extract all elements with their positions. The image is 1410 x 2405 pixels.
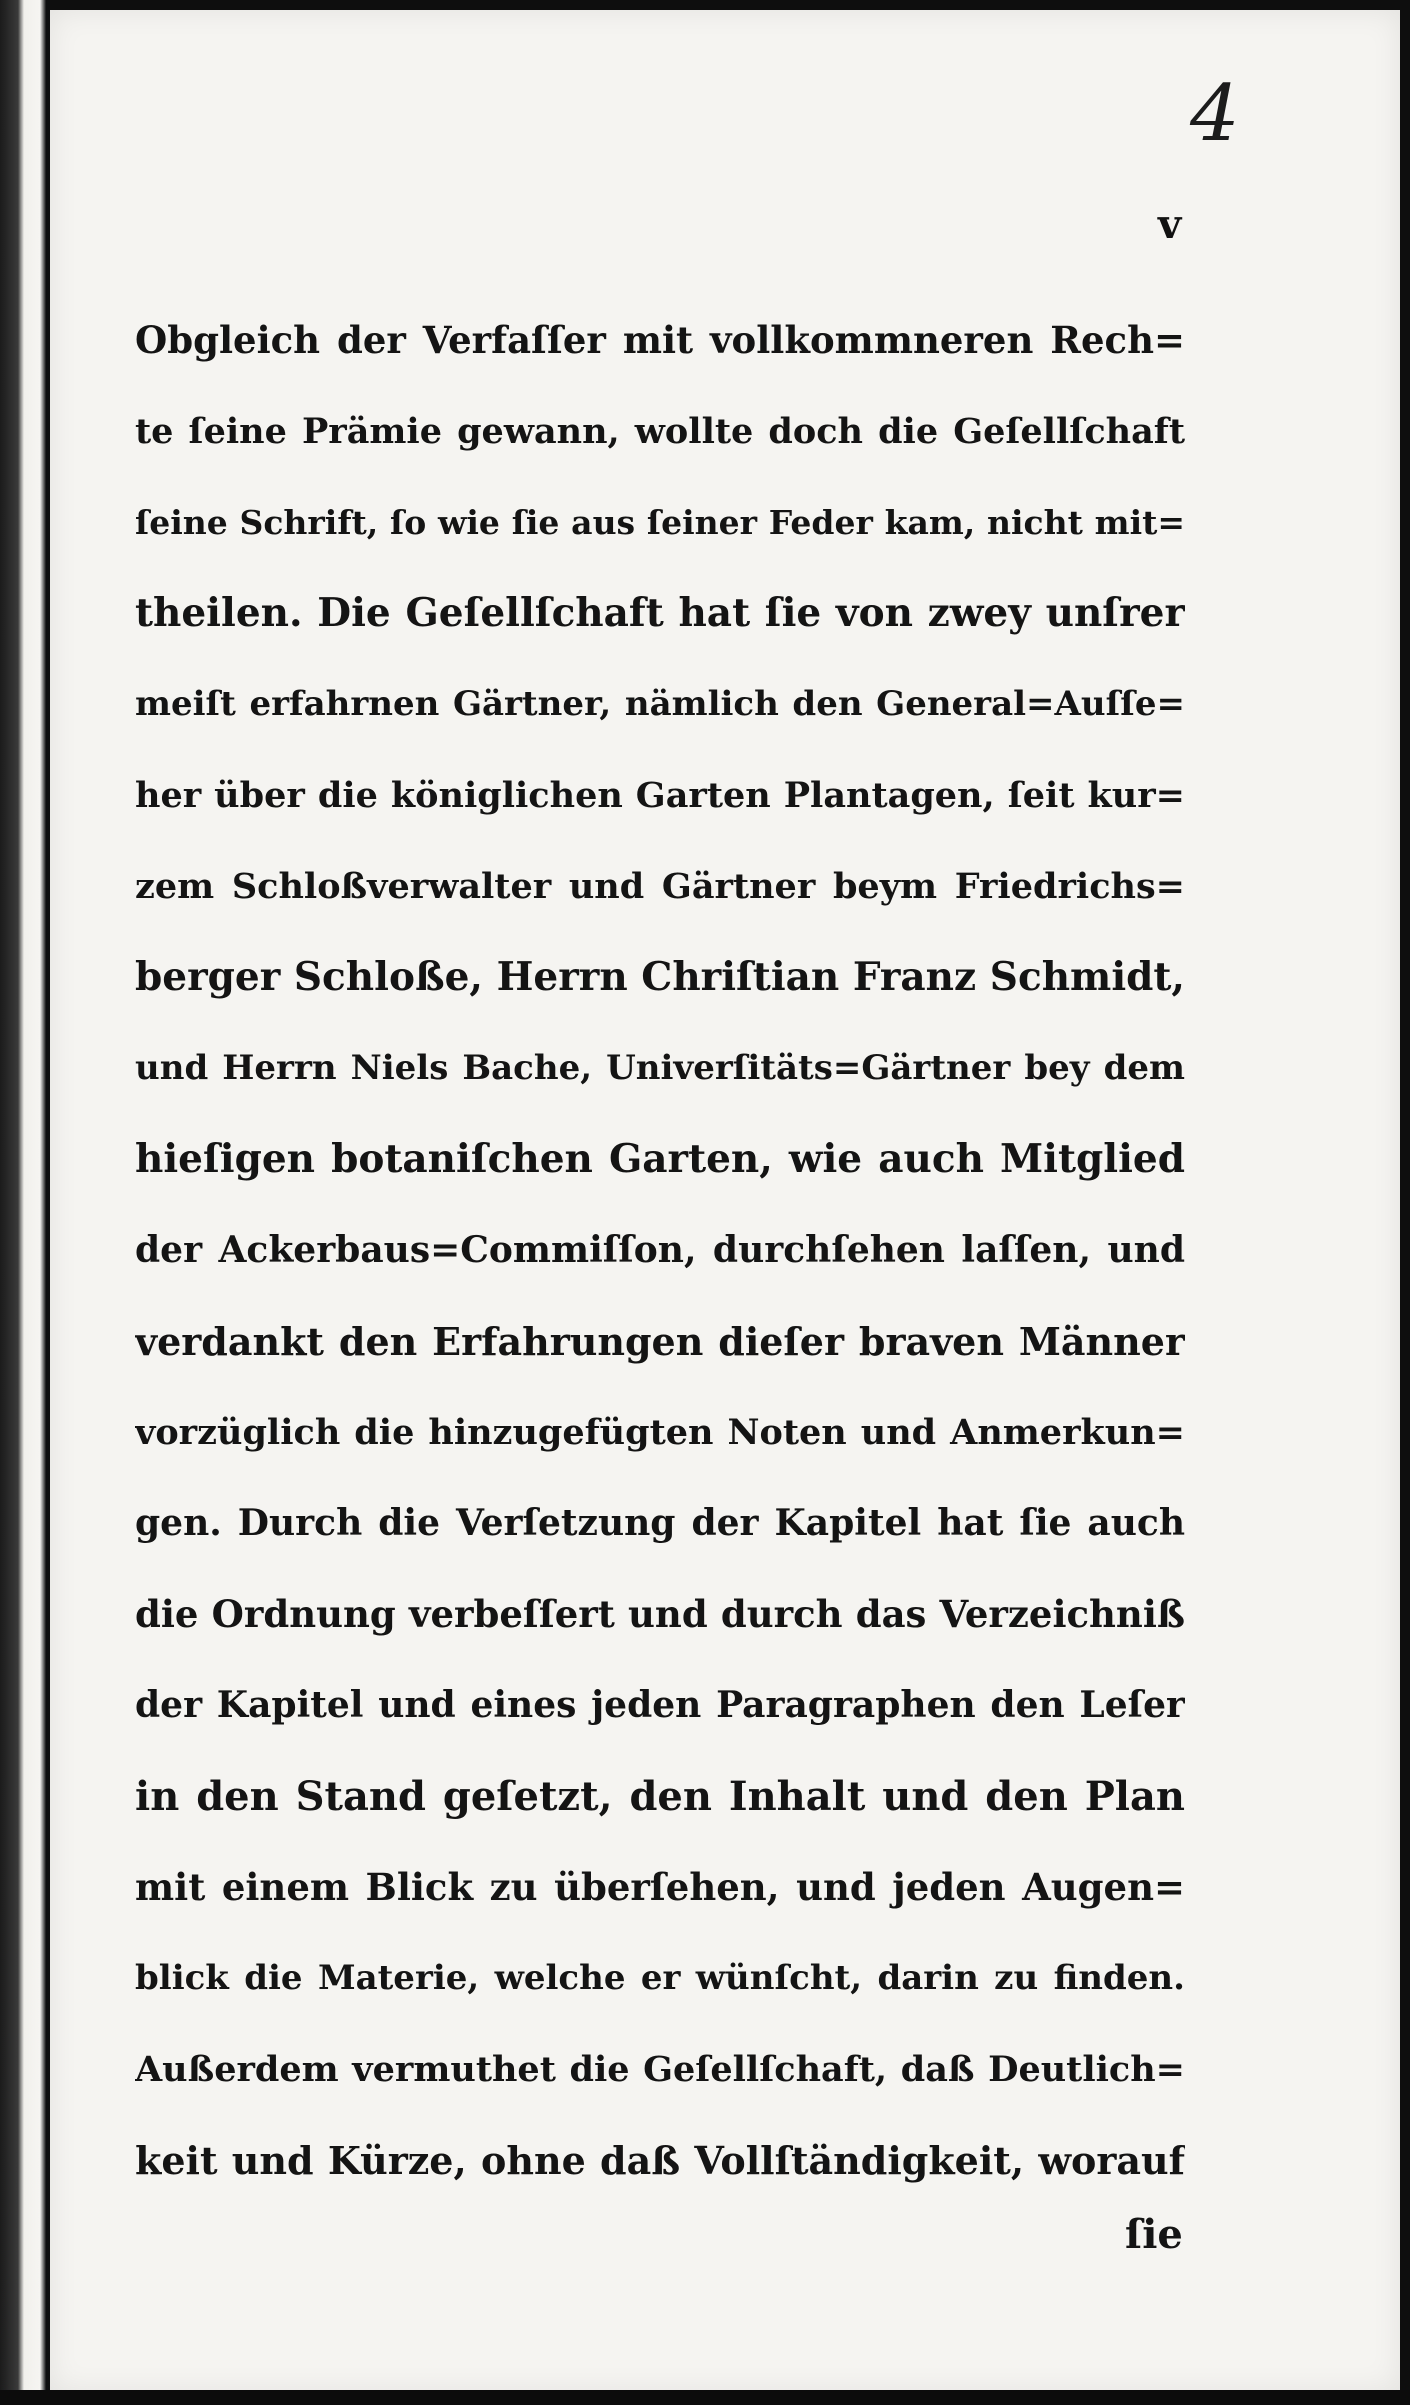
text-line: gen. Durch die Verſetzung der Kapitel hat ſie auch [135,1502,1185,1544]
text-line: die Ordnung verbeſſert und durch das Verzeichniß [135,1592,1185,1636]
body-text [135,295,1185,2206]
signature-mark: v [1158,201,1182,248]
text-line: in den Stand geſetzt, den Inhalt und den Plan [135,1773,1185,1820]
text-line: zem Schloßverwalter und Gärtner beym Friedrichs= [135,866,1185,907]
text-line: berger Schloße, Herrn Chriſtian Franz Schmidt, [135,954,1185,1000]
handwritten-folio-number: 4 [1190,69,1240,159]
scan-bottom-edge [0,2390,1410,2405]
text-line: Obgleich der Verfaſſer mit vollkommneren Rech= [135,318,1185,362]
text-line: vorzüglich die hinzugefügten Noten und Anmerkun= [135,1412,1185,1453]
text-line: te ſeine Prämie gewann, wollte doch die Geſellſchaft [135,411,1185,452]
text-line: ſeine Schrift, ſo wie ſie aus ſeiner Feder kam, nicht mit= [135,503,1185,542]
text-line: keit und Kürze, ohne daß Vollſtändigkeit, worauf [135,2138,1185,2183]
facing-page-edge [0,0,46,2405]
text-line: theilen. Die Geſellſchaft hat ſie von zwey unſrer [135,590,1185,636]
catchword: ſie [1125,2211,1183,2258]
text-line: her über die königlichen Garten Plantagen, ſeit kur= [135,775,1185,816]
text-line: und Herrn Niels Bache, Univerſitäts=Gärtner bey dem [135,1048,1185,1088]
text-line: meiſt erfahrnen Gärtner, nämlich den General=Auſſe= [135,684,1185,724]
text-line: verdankt den Erfahrungen dieſer braven Männer [135,1319,1185,1364]
text-line: mit einem Blick zu überſehen, und jeden Augen= [135,1865,1185,1909]
text-line: hieſigen botaniſchen Garten, wie auch Mitglied [135,1136,1185,1182]
text-line: blick die Materie, welche er wünſcht, darin zu finden. [135,1958,1185,1998]
text-line: der Ackerbaus=Commiſſon, durchſehen laſſen, und [135,1229,1185,1271]
text-line: der Kapitel und eines jeden Paragraphen den Leſer [135,1684,1185,1726]
text-line: Außerdem vermuthet die Geſellſchaft, daß Deutlich= [135,2049,1185,2090]
